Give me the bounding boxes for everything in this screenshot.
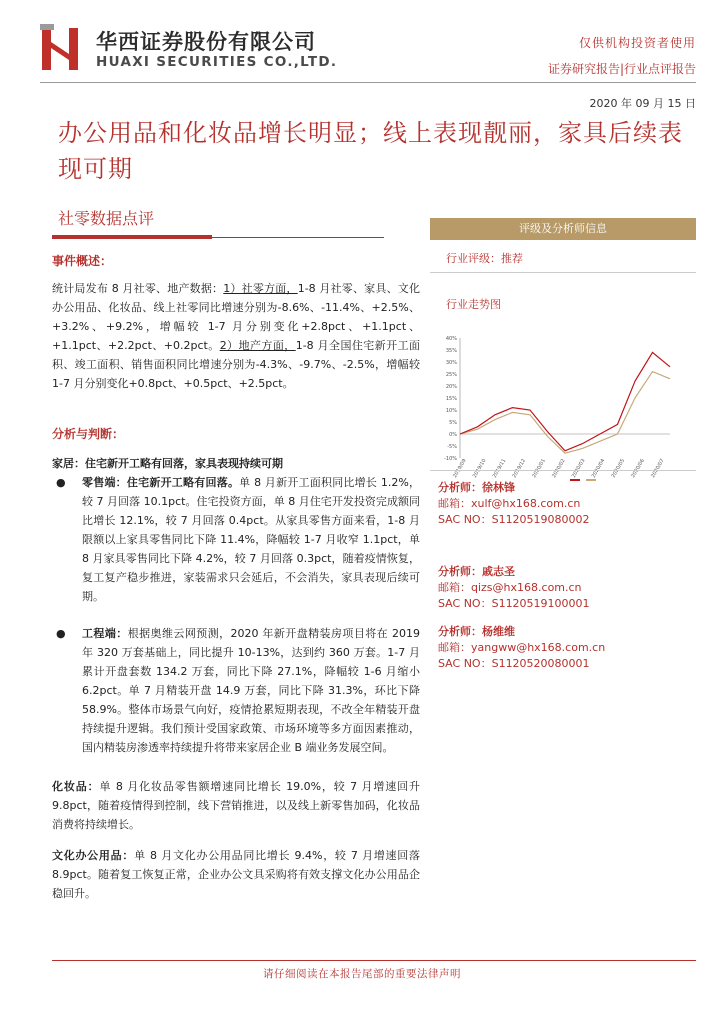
y-tick-label: 20% [445,384,457,390]
industry-rating: 行业评级：推荐 [446,252,523,265]
report-body [52,250,420,903]
analyst-name: 分析师：戚志圣 [438,565,515,578]
x-tick-label: 2019/12 [511,458,528,479]
report-category: 证券研究报告|行业点评报告 [547,62,696,76]
report-date: 2020 年 09 月 15 日 [589,97,696,110]
analyst-name: 分析师：徐林锋 [438,481,515,494]
company-name-cn: 华西证券股份有限公司 [96,30,316,54]
x-tick-label: 2020/01 [531,458,547,479]
analyst-name: 分析师：杨维维 [438,625,515,638]
analyst-sac: SAC NO：S1120520080001 [438,657,590,670]
y-tick-label: 15% [445,396,457,402]
x-tick-label: 2019/10 [471,458,488,479]
x-tick-label: 2020/02 [551,458,567,479]
x-tick-label: 2019/09 [452,458,468,479]
y-tick-label: 35% [445,348,457,354]
y-tick-label: 10% [445,408,457,414]
x-tick-label: 2019/11 [491,458,508,479]
cosmetics-paragraph: 化妆品：单 8 月化妆品零售额增速同比增长 19.0%，较 7 月增速回升 9.8pct，随着疫情得到控制，线下营销推进，以及线上新零售加码，化妆品消费将持续增长。 [52,780,420,831]
series-line [460,352,670,450]
trend-chart-title: 行业走势图 [446,298,501,311]
retail-bullet: ● 零售端：住宅新开工略有回落。单 8 月新开工面积同比增长 1.2%，较 7 月回落 10.1pct。住宅投资方面，单 8 月住宅开发投资完成额同比增长 12.1%，较 7 月回落 0.4pct。从家具零售方面来看，1-8 月限额以上家具零售同比下降 11.4%，降幅较 1-7 月收窄 1.1pct，单 8 月家具零售同比下降 4.2%，较 7 月回落 0.3pct，随着疫情恢复，复工复产稳步推进，家装需求只会延后，不会消失，家具表现后续可期。 [52,473,420,606]
series-line [460,372,670,454]
office-paragraph: 文化办公用品：单 8 月文化办公用品同比增长 9.4%，较 7 月增速回落 8.9pct。随着复工恢复正常，企业办公文具采购将有效支撑文化办公用品企稳回升。 [52,849,421,900]
y-tick-label: 40% [445,336,457,342]
x-tick-label: 2020/07 [650,458,666,479]
analyst-card [438,624,605,672]
trend-chart [430,330,696,490]
legal-footer: 请仔细阅读在本报告尾部的重要法律声明 [263,968,461,980]
analyst-email: 邮箱：xulf@hx168.com.cn [438,497,581,510]
report-title: 办公用品和化妆品增长明显；线上表现靓丽，家具后续表现可期 [58,119,683,183]
analyst-card [438,564,590,612]
x-tick-label: 2020/05 [610,458,627,479]
analyst-email: 邮箱：qizs@hx168.com.cn [438,581,582,594]
analyst-card [438,480,590,528]
y-tick-label: 0% [449,432,457,438]
engineering-bullet: ● 工程端：根据奥维云网预测，2020 年新开盘精装房项目将在 2019 年 320 万套基础上，同比提升 10-13%，达到约 360 万套。1-7 月累计开盘套数 134.2 万套，同比下降 27.1%，降幅较 1-6 月缩小 6.2pct。单 7 月精装开盘 14.9 万套，同比下降 31.3%，环比下降 58.9%。整体市场景气向好，疫情抢累短期表现，不改全年精装开盘持续提升逻辑。我们预计受国家政策、市场环境等多方面因素推动，国内精装房渗透率持续提升将带来家居企业 B 端业务发展空间。 [52,624,420,757]
event-heading: 事件概述： [52,254,113,268]
panel-header: 评级及分析师信息 [430,218,696,240]
y-tick-label: 25% [445,372,457,378]
section-title: 社零数据点评 [58,209,155,228]
y-tick-label: 5% [449,420,457,426]
analyst-sac: SAC NO：S1120519100001 [438,597,590,610]
analyst-sac: SAC NO：S1120519080002 [438,513,590,526]
analyst-email: 邮箱：yangww@hx168.com.cn [438,641,606,654]
bullet-dot: ● [56,476,66,489]
y-tick-label: 30% [445,360,457,366]
header-divider [40,82,696,83]
analysis-heading: 分析与判断： [52,427,125,441]
y-tick-label: -5% [447,444,457,450]
panel-divider [430,470,696,471]
footer-divider [52,960,696,961]
company-logo [40,24,80,72]
panel-divider [430,272,696,273]
section-divider-accent [52,235,212,239]
bullet-dot: ● [56,627,66,640]
x-tick-label: 2020/03 [570,458,587,479]
event-paragraph: 统计局发布 8 月社零、地产数据：1）社零方面，1-8 月社零、家具、文化办公用品、化妆品、线上社零同比增速分别为-8.6%、-11.4%、+2.5%、+3.2%、+9.2%，增幅较 1-7 月分别变化+2.8pct、+1.1pct、+1.1pct、+2.2pct、+0.2pct。2）地产方面，1-8 月全国住宅新开工面积、竣工面积、销售面积同比增速分别为-4.3%、-9.7%、-2.5%，增幅较 1-7 月分别变化+0.8pct、+0.5pct、+2.5pct。 [52,282,421,390]
x-tick-label: 2020/06 [630,458,646,479]
audience-label: 仅供机构投资者使用 [578,36,696,50]
x-tick-label: 2020/04 [590,458,607,479]
y-tick-label: -10% [444,456,457,462]
home-heading: 家居：住宅新开工略有回落，家具表现持续可期 [52,457,283,470]
company-name-en: HUAXI SECURITIES CO.,LTD. [96,54,338,70]
